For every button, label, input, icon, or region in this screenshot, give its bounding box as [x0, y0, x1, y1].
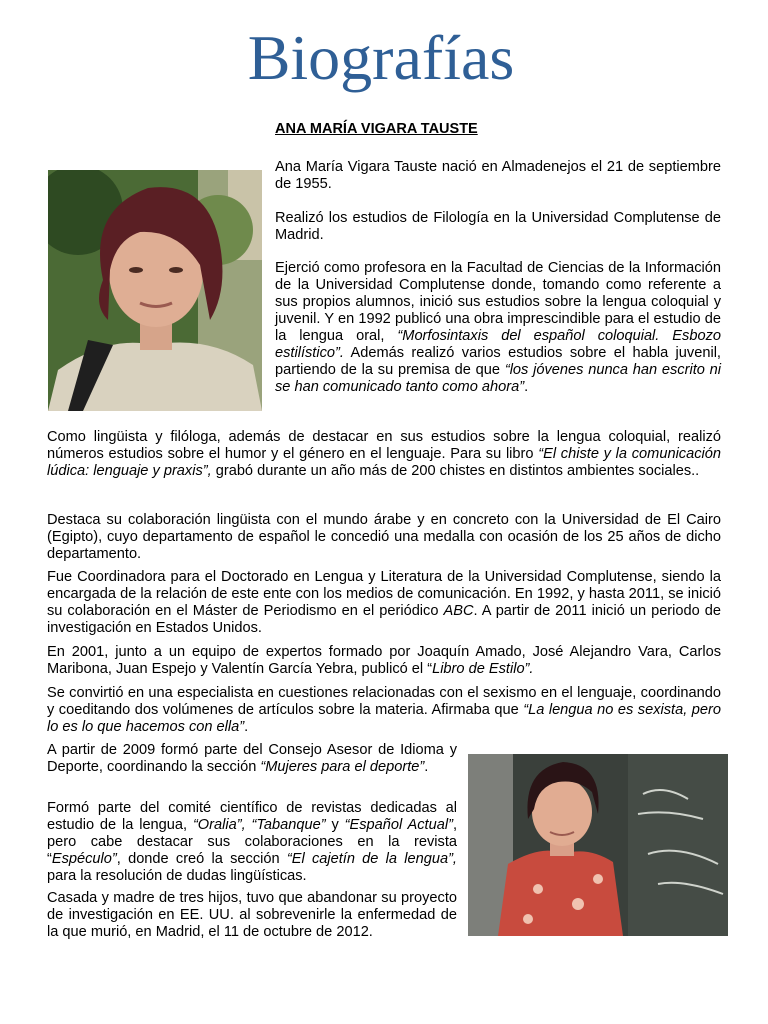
paragraph-sexism	[47, 685, 721, 736]
journal-names: “Oralia”, “Tabanque”	[192, 817, 326, 833]
paragraph-family-death: Casada y madre de tres hijos, tuvo que abandonar su proyecto de investigación en EE. UU. al sobrevenirle la enfermedad de la que murió, en Madrid, el 11 de octubre de 2012.	[47, 890, 457, 940]
text-segment: . A partir de 2011 inició un periodo de investigación en Estados Unidos.	[47, 603, 722, 636]
book-title-libro-de-estilo: Libro de Estilo”.	[432, 661, 534, 677]
paragraph-birth: Ana María Vigara Tauste nació en Almadenejos el 21 de septiembre de 1955.	[275, 159, 721, 192]
text-segment: .	[524, 379, 529, 395]
section-cajetin-lengua: “El cajetín de la lengua”,	[286, 851, 457, 867]
paragraph-sport-council	[47, 742, 457, 776]
journal-espanol-actual: “Español Actual”	[344, 817, 453, 833]
text-segment: En 2001, junto a un equipo de expertos formado por Joaquín Amado, José Alejandro Vara, Carlos Maribona, Juan Espejo y Valentín García Yebra, publicó el “	[47, 644, 721, 677]
paragraph-studies: Realizó los estudios de Filología en la Universidad Complutense de Madrid.	[275, 210, 721, 243]
quote-youth: “los jóvenes nunca han escrito ni se han comunicado tanto como ahora”	[275, 362, 722, 395]
biography-subject-name: ANA MARÍA VIGARA TAUSTE	[275, 121, 478, 137]
blackboard-illustration	[468, 754, 728, 936]
text-segment: , donde creó la sección	[116, 851, 287, 867]
quote-lengua-sexista: “La lengua no es sexista, pero lo es lo que hacemos con ella”	[47, 702, 721, 735]
text-segment: y	[325, 817, 345, 833]
text-segment: Formó parte del comité científico de revistas dedicadas al estudio de la lengua,	[47, 800, 457, 833]
journal-especulo: Espéculo”	[51, 851, 117, 867]
book-title-morfosintaxis: “Morfosintaxis del español coloquial. Esbozo estilístico”.	[275, 328, 721, 361]
paragraph-humor-studies	[47, 429, 721, 480]
paragraph-career	[275, 260, 721, 396]
text-segment: grabó durante un año más de 200 chistes en distintos ambientes sociales..	[211, 463, 700, 479]
text-segment: .	[244, 719, 249, 735]
newspaper-abc: ABC	[443, 603, 474, 619]
text-segment: Ejerció como profesora en la Facultad de Ciencias de la Información de la Universidad Complutense donde, tomando como referente a sus propios alumnos, inició sus estudios sobre la lengua coloquial y juvenil. Y en 1992 publicó una obra imprescindible para el estudio de la lengua oral,	[275, 260, 721, 344]
text-segment: Se convirtió en una especialista en cuestiones relacionadas con el sexismo en el lenguaje, coordinando y coeditando dos volúmenes de artículos sobre la materia. Afirmaba que	[47, 685, 721, 718]
page-title: Biografías	[247, 22, 515, 93]
text-segment: Fue Coordinadora para el Doctorado en Lengua y Literatura de la Universidad Complutense, siendo la encargada de la relación de este ente con los medios de comunicación. En 1992, y hasta 2011, se inició su colaboración en el Máster de Periodismo en el periódico	[47, 569, 721, 619]
paragraph-journals	[47, 800, 457, 885]
section-mujeres-deporte: “Mujeres para el deporte”	[260, 759, 425, 775]
text-segment: Además realizó varios estudios sobre el habla juvenil, partiendo de la su premisa de que	[275, 345, 721, 378]
paragraph-doctorate	[47, 569, 721, 637]
paragraph-style-book	[47, 644, 721, 678]
paragraph-arab-world: Destaca su colaboración lingüista con el mundo árabe y en concreto con la Universidad de El Cairo (Egipto), cuyo departamento de español le concedió una medalla con ocasión de los 25 años de dicho departamento.	[47, 512, 721, 562]
text-segment: Como lingüista y filóloga, además de destacar en sus estudios sobre la lengua coloquial, realizó números estudios sobre el humor y el género en el lenguaje. Para su libro	[47, 429, 721, 462]
book-title-chiste: “El chiste y la comunicación lúdica: lenguaje y praxis”,	[47, 446, 721, 479]
text-segment: , pero cabe destacar sus colaboraciones en la revista “	[47, 817, 457, 867]
portrait-photo	[48, 170, 262, 411]
blackboard-photo	[468, 754, 728, 936]
portrait-illustration	[48, 170, 262, 411]
text-segment: para la resolución de dudas lingüísticas.	[47, 868, 307, 884]
text-segment: .	[424, 759, 429, 775]
text-segment: A partir de 2009 formó parte del Consejo Asesor de Idioma y Deporte, coordinando la sección	[47, 742, 457, 775]
